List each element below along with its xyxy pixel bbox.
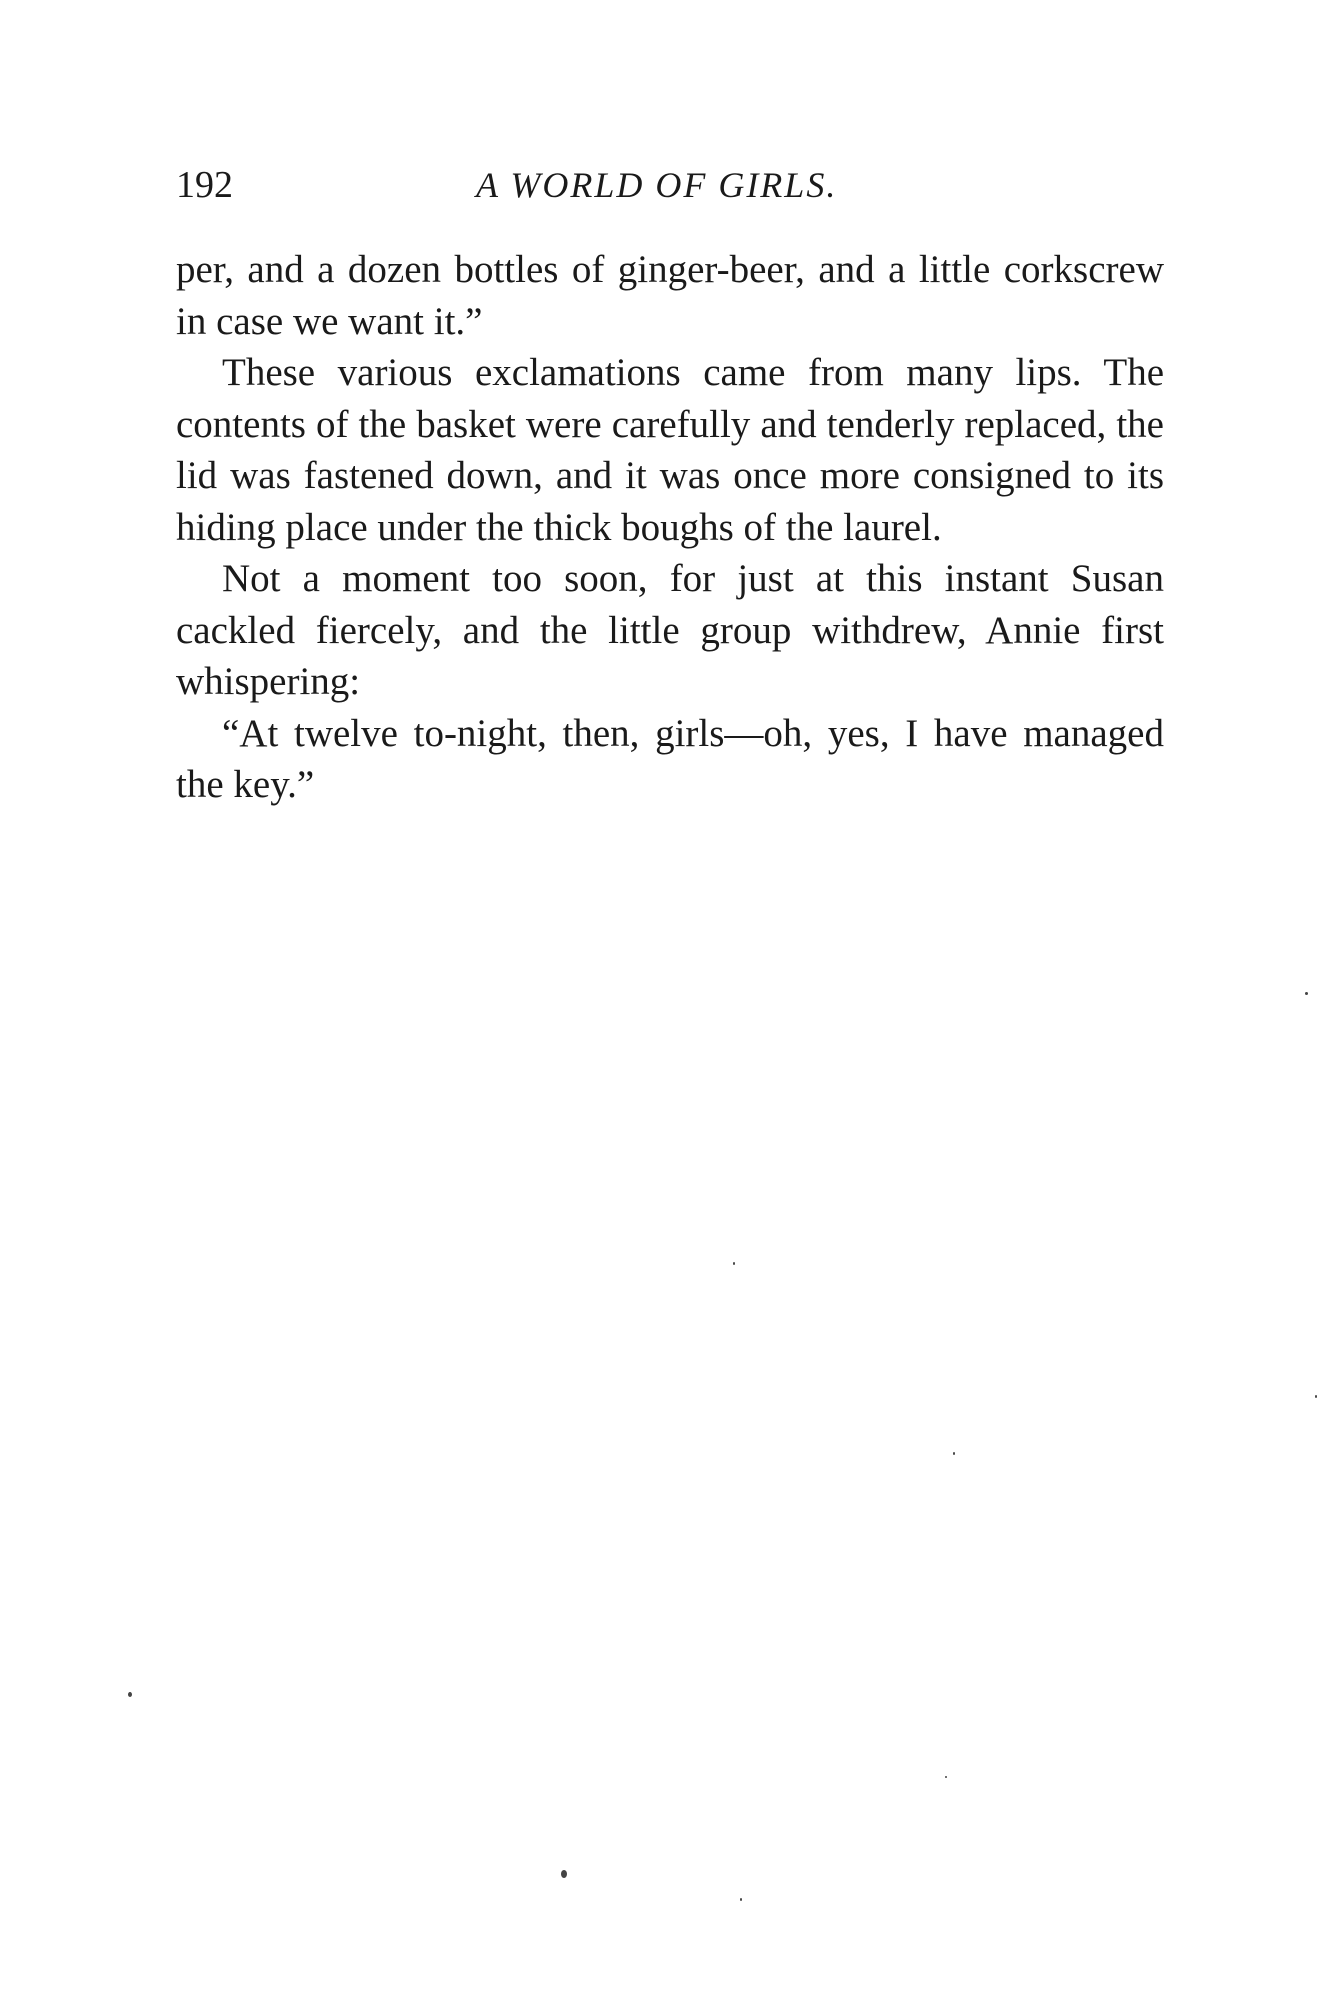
running-head [176,160,1164,210]
scan-speck [561,1870,567,1878]
scan-speck [1305,992,1308,995]
scan-speck [128,1692,132,1697]
scan-speck [1315,1395,1317,1398]
scan-speck [740,1898,742,1901]
scan-speck [953,1452,955,1455]
paragraph-susan-cackled: Not a moment too soon, for just at this instant Susan cackled fiercely, and the little group withdrew, Annie first whispering: [176,557,1164,703]
body-text [176,244,1164,811]
scan-speck [733,1262,735,1265]
paragraph-exclamations: These various exclamations came from many lips. The contents of the basket were carefully and tenderly replaced, the lid was fastened down, and it was once more consigned to its hiding place under the thick boughs of the laurel. [176,351,1164,549]
scan-speck [945,1776,947,1778]
page-number: 192 [176,164,233,206]
paragraph-annie-whisper: “At twelve to-night, then, girls—oh, yes, I have managed the key.” [176,711,1164,806]
paragraph-continuation: per, and a dozen bottles of ginger-beer, and a little corkscrew in case we want it.” [176,248,1164,343]
book-title: A WORLD OF GIRLS. [476,165,838,205]
